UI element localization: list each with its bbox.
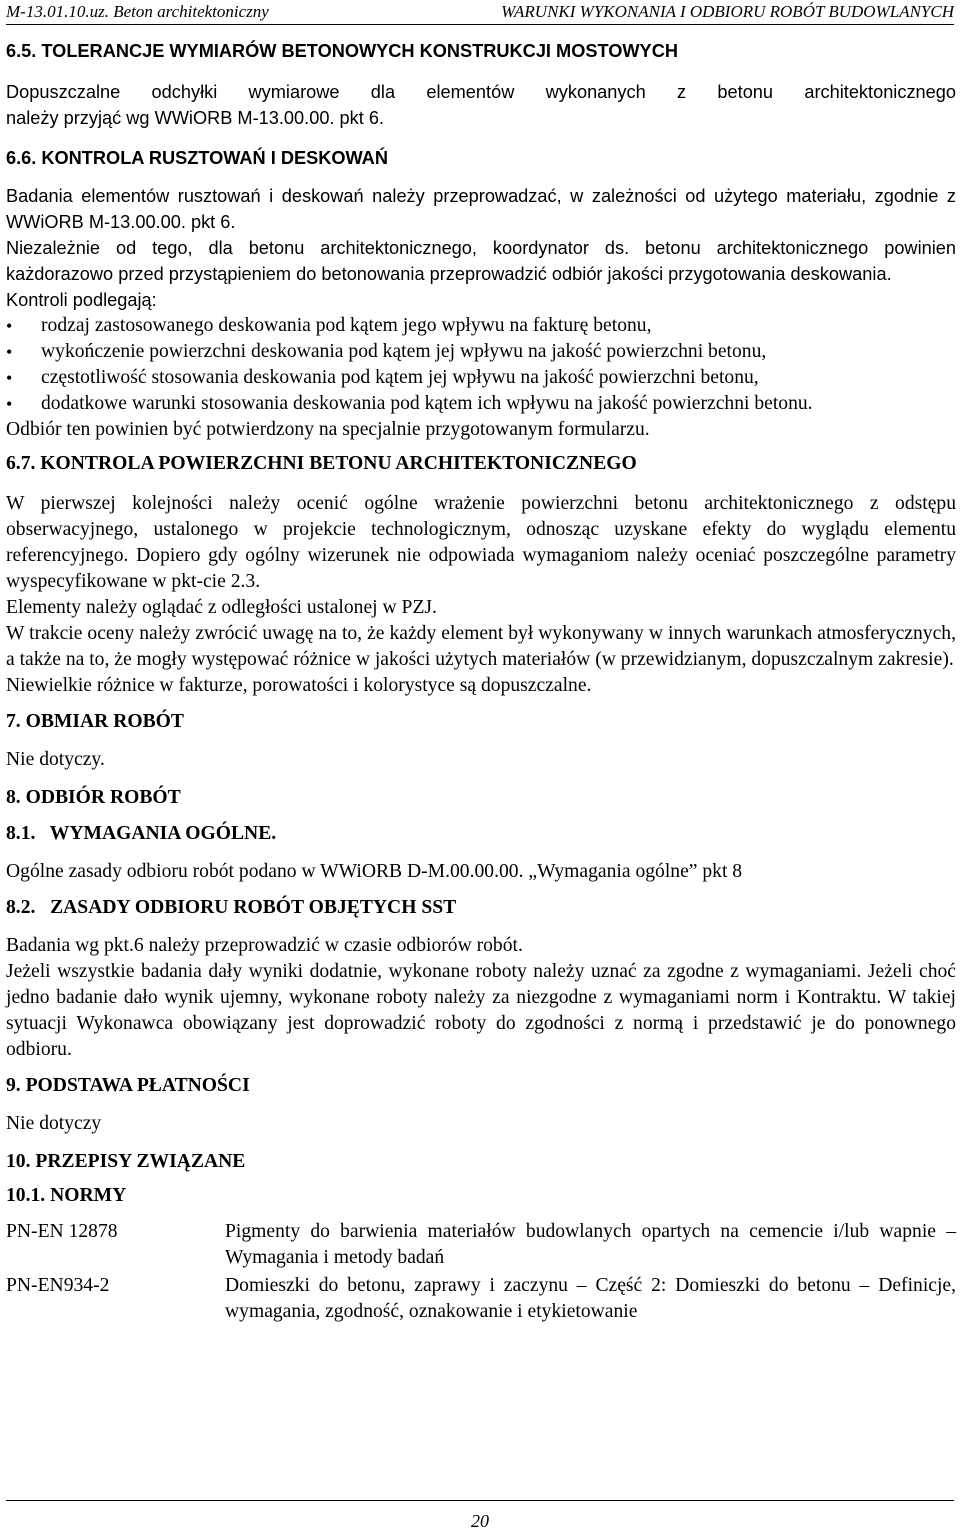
section-6-6-text1: Badania elementów rusztowań i deskowań należy przeprowadzać, w zależności od użytego materiału, zgodnie z WWiORB M-13.00.00. pkt 6. — [6, 186, 956, 232]
section-6-7-p1: W pierwszej kolejności należy ocenić ogólne wrażenie powierzchni betonu architektonicznego z odstępu obserwacyjnego, ustalonego w projekcie technologicznym, odnosząc uzyskane efekty do wyglądu elementu referencyjnego. Dopiero gdy ogólny wizerunek nie odpowiada wymaganiom należy oceniać poszczególne parametry wyspecyfikowane w pkt-cie 2.3. — [6, 493, 956, 592]
section-6-7-p3: W trakcie oceny należy zwrócić uwagę na to, że każdy element był wykonywany w innych warunkach atmosferycznych, a także na to, że mogły występować różnice w jakości użytych materiałów (w przewidzianym, dopuszczalnym zakresie). — [6, 623, 956, 670]
section-8-1-text: Ogólne zasady odbioru robót podano w WWiORB D-M.00.00.00. „Wymagania ogólne” pkt 8 — [6, 861, 743, 882]
header-document-code: M-13.01.10.uz. Beton architektoniczny — [6, 2, 269, 21]
page-header — [6, 2, 954, 25]
section-9-title: 9. PODSTAWA PŁATNOŚCI — [6, 1075, 250, 1096]
norm-code: PN-EN 12878 — [6, 1221, 118, 1242]
section-8-2-p1: Badania wg pkt.6 należy przeprowadzić w czasie odbiorów robót. — [6, 935, 523, 956]
page-content — [6, 38, 956, 1325]
page-footer — [6, 1500, 954, 1531]
section-8-1-title: 8.1. WYMAGANIA OGÓLNE. — [6, 823, 277, 844]
list-item: • rodzaj zastosowanego deskowania pod kątem jego wpływu na fakturę betonu, — [6, 313, 956, 339]
section-6-6-closing: Odbiór ten powinien być potwierdzony na specjalnie przygotowanym formularzu. — [6, 419, 650, 440]
section-10-title: 10. PRZEPISY ZWIĄZANE — [6, 1151, 246, 1172]
section-8-2-title: 8.2. ZASADY ODBIORU ROBÓT OBJĘTYCH SST — [6, 897, 457, 918]
list-item: • wykończenie powierzchni deskowania pod kątem jej wpływu na jakość powierzchni betonu, — [6, 339, 956, 365]
section-6-6-lead: Kontroli podlegają: — [6, 290, 157, 310]
section-10-1-title: 10.1. NORMY — [6, 1185, 127, 1206]
section-6-5-text-line1: Dopuszczalne odchyłki wymiarowe dla elementów wykonanych z betonu architektonicznego — [6, 82, 956, 102]
section-8-2-p2: Jeżeli wszystkie badania dały wyniki dodatnie, wykonane roboty należy uznać za zgodne z wymaganiami. Jeżeli choć jedno badanie dało wynik ujemny, wykonane roboty należy za niezgodne z wymaganiami norm i Kontraktu. W takiej sytuacji Wykonawca obowiązany jest doprowadzić roboty do zgodności z normą i przedstawić je do ponownego odbioru. — [6, 961, 956, 1060]
norm-description: Pigmenty do barwienia materiałów budowlanych opartych na cemencie i/lub wapnie – Wymagania i metody badań — [225, 1221, 956, 1268]
norm-row — [6, 1273, 956, 1325]
section-6-6-list — [6, 313, 956, 417]
section-7-text: Nie dotyczy. — [6, 749, 105, 770]
list-item: • częstotliwość stosowania deskowania pod kątem jej wpływu na jakość powierzchni betonu, — [6, 365, 956, 391]
list-item: • dodatkowe warunki stosowania deskowania pod kątem ich wpływu na jakość powierzchni betonu. — [6, 391, 956, 417]
section-6-7-p4: Niewielkie różnice w fakturze, porowatości i kolorystyce są dopuszczalne. — [6, 675, 592, 696]
section-9-text: Nie dotyczy — [6, 1113, 102, 1134]
section-7-title: 7. OBMIAR ROBÓT — [6, 711, 184, 732]
section-8-title: 8. ODBIÓR ROBÓT — [6, 787, 181, 808]
page-number: 20 — [471, 1511, 489, 1531]
norm-row — [6, 1219, 956, 1271]
section-6-5-text-line2: należy przyjąć wg WWiORB M-13.00.00. pkt 6. — [6, 108, 385, 128]
section-6-6-title: 6.6. KONTROLA RUSZTOWAŃ I DESKOWAŃ — [6, 148, 388, 168]
norm-code: PN-EN934-2 — [6, 1275, 110, 1296]
section-6-7-title: 6.7. KONTROLA POWIERZCHNI BETONU ARCHITEKTONICZNEGO — [6, 453, 637, 474]
section-6-5-title: 6.5. TOLERANCJE WYMIARÓW BETONOWYCH KONSTRUKCJI MOSTOWYCH — [6, 41, 678, 61]
section-6-7-p2: Elementy należy oglądać z odległości ustalonej w PZJ. — [6, 597, 437, 618]
header-title: WARUNKI WYKONANIA I ODBIORU ROBÓT BUDOWLANYCH — [501, 2, 954, 21]
norm-description: Domieszki do betonu, zaprawy i zaczynu – Część 2: Domieszki do betonu – Definicje, wymagania, zgodność, oznakowanie i etykietowanie — [225, 1275, 956, 1322]
section-6-6-text2: Niezależnie od tego, dla betonu architektonicznego, koordynator ds. betonu architektonicznego powinien każdorazowo przed przystąpieniem do betonowania przeprowadzić odbiór jakości przygotowania deskowania. — [6, 238, 956, 284]
